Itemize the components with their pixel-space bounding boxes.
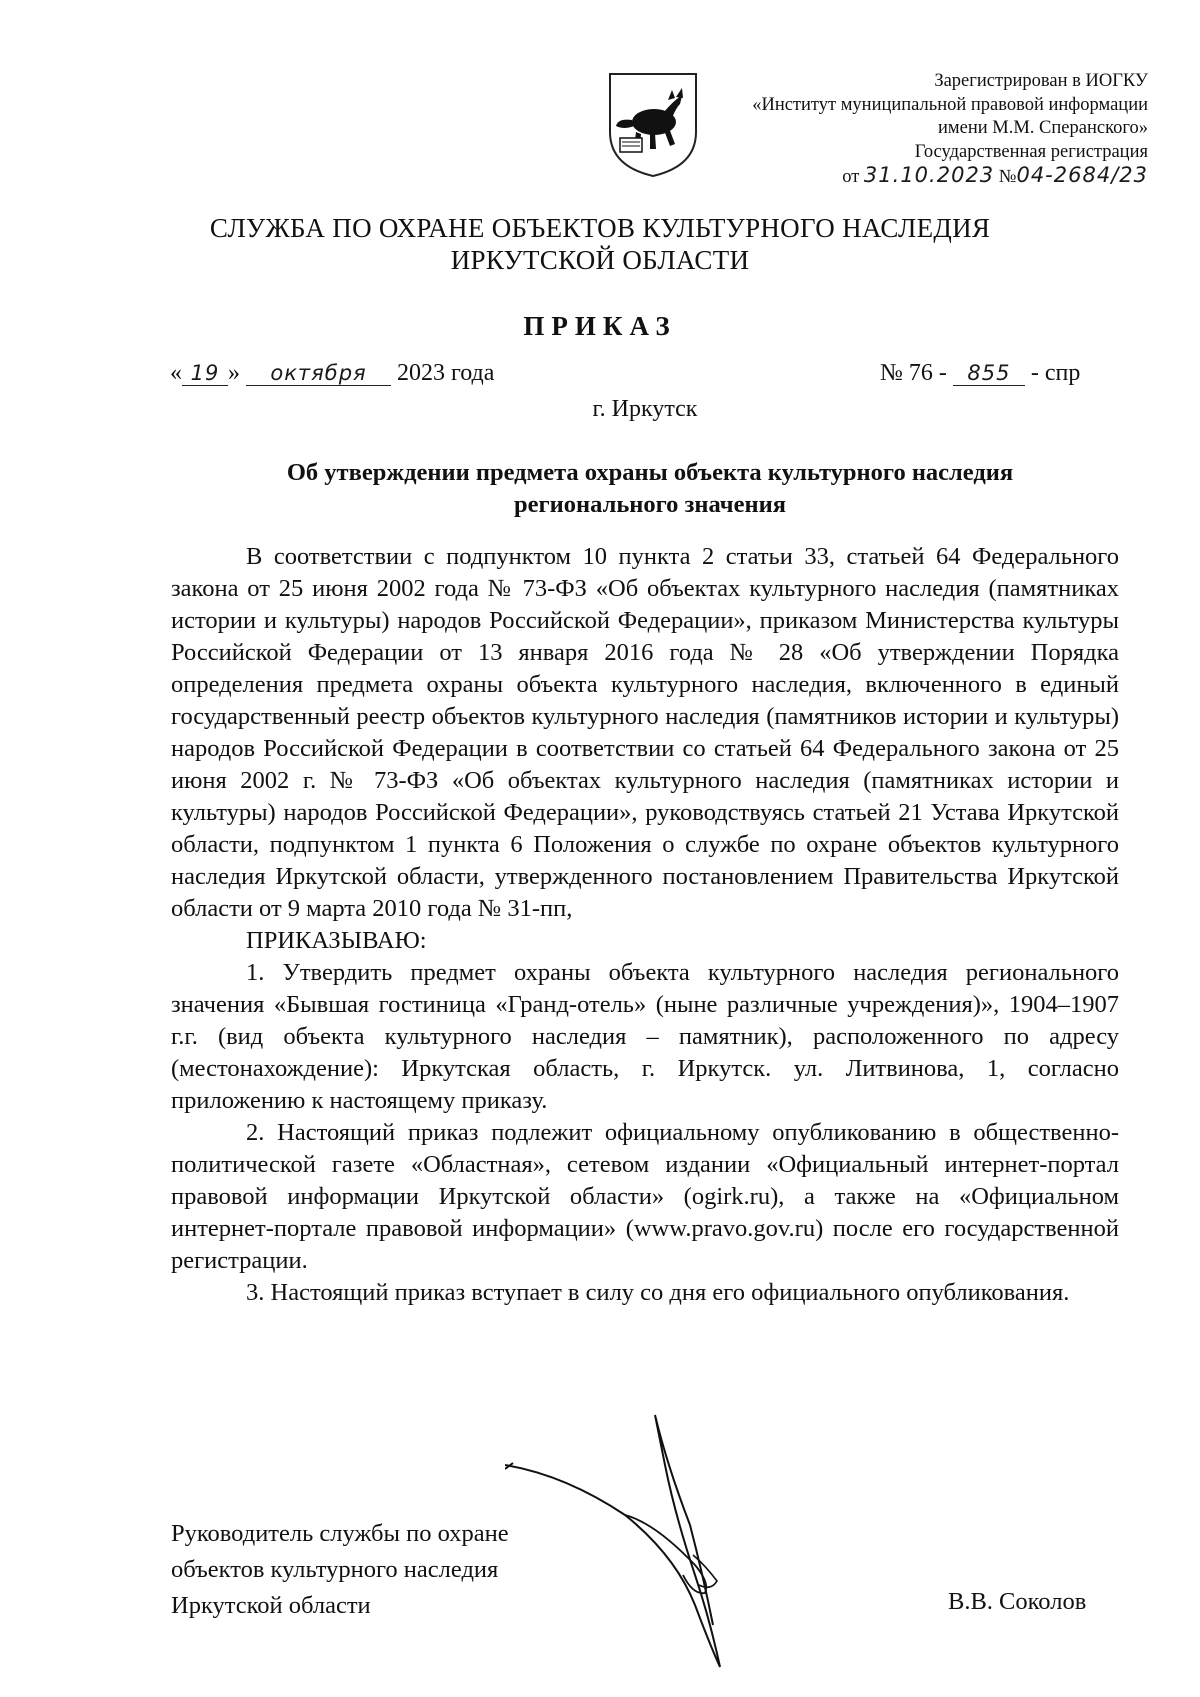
date-quote-close: » [228,360,240,386]
document-type-title: ПРИКАЗ [523,311,677,341]
registration-date: 31.10.2023 [863,163,995,187]
order-day: 19 [182,361,228,386]
order-number-value: 855 [953,361,1025,386]
order-number-prefix: № 76 - [880,360,947,386]
signatory-position-line-1: Руководитель службы по охране [171,1520,509,1547]
registration-block [640,70,1148,190]
order-year: 2023 года [397,360,495,386]
registration-number: 04-2684/23 [1016,163,1148,187]
order-number [880,360,1080,387]
order-subject-line-1: Об утверждении предмета охраны объекта культурного наследия [286,459,1014,486]
order-item-2: 2. Настоящий приказ подлежит официальному опубликованию в общественно-политической газете «Областная», сетевом издании «Официальный интернет-портал правовой информации Иркутской области» (ogirk.ru), а также на «Официальном интернет-портале правовой информации» (www.pravo.gov.ru) после его государственной регистрации. [171,1119,1119,1274]
order-item-1: 1. Утвердить предмет охраны объекта культурного наследия регионального значения «Бывшая гостиница «Гранд-отель» (ныне различные учреждения)», 1904–1907 г.г. (вид объекта культурного наследия – памятник), расположенного по адресу (местонахождение): Иркутская область, г. Иркутск. ул. Литвинова, 1, согласно приложению к настоящему приказу. [171,959,1119,1114]
order-month: октября [246,361,391,386]
order-subject [180,457,1120,521]
order-date [170,360,494,387]
signatory-position-line-2: объектов культурного наследия [171,1556,499,1583]
command-word: ПРИКАЗЫВАЮ: [246,927,427,954]
registration-line-4: Государственная регистрация [914,141,1148,162]
order-city: г. Иркутск [592,396,698,422]
registration-date-prefix: от [842,167,860,187]
agency-title-line-1: СЛУЖБА ПО ОХРАНЕ ОБЪЕКТОВ КУЛЬТУРНОГО НАСЛЕДИЯ [209,213,991,243]
signatory-position-line-3: Иркутской области [171,1592,371,1619]
signatory-position [171,1516,509,1624]
registration-line-1: Зарегистрирован в ИОГКУ [934,71,1148,91]
order-number-suffix: - спр [1030,360,1081,386]
order-body [171,541,1119,1309]
date-quote-open: « [170,360,182,386]
registration-line-2: «Институт муниципальной правовой информации [752,94,1148,115]
agency-title-line-2: ИРКУТСКОЙ ОБЛАСТИ [450,245,750,275]
order-subject-line-2: регионального значения [514,491,786,518]
signatory-name: В.В. Соколов [948,1588,1087,1615]
agency-title [0,212,1200,276]
handwritten-signature [505,1405,805,1675]
registration-number-line [640,164,1148,190]
registration-number-prefix: № [998,167,1017,187]
order-item-3: 3. Настоящий приказ вступает в силу со дня его официального опубликования. [246,1279,1070,1306]
preamble-paragraph: В соответствии с подпунктом 10 пункта 2 статьи 33, статьей 64 Федерального закона от 25 июня 2002 года № 73-ФЗ «Об объектах культурного наследия (памятниках истории и культуры) народов Российской Федерации», приказом Министерства культуры Российской Федерации от 13 января 2016 года № 28 «Об утверждении Порядка определения предмета охраны объекта культурного наследия, включенного в единый государственный реестр объектов культурного наследия (памятников истории и культуры) народов Российской Федерации в соответствии со статьей 64 Федерального закона от 25 июня 2002 г. № 73-ФЗ «Об объектах культурного наследия (памятниках истории и культуры) народов Российской Федерации», руководствуясь статьей 21 Устава Иркутской области, подпунктом 1 пункта 6 Положения о службе по охране объектов культурного наследия Иркутской области, утвержденного постановлением Правительства Иркутской области от 9 марта 2010 года № 31-пп, [171,543,1119,922]
registration-line-3: имени М.М. Сперанского» [938,118,1148,138]
